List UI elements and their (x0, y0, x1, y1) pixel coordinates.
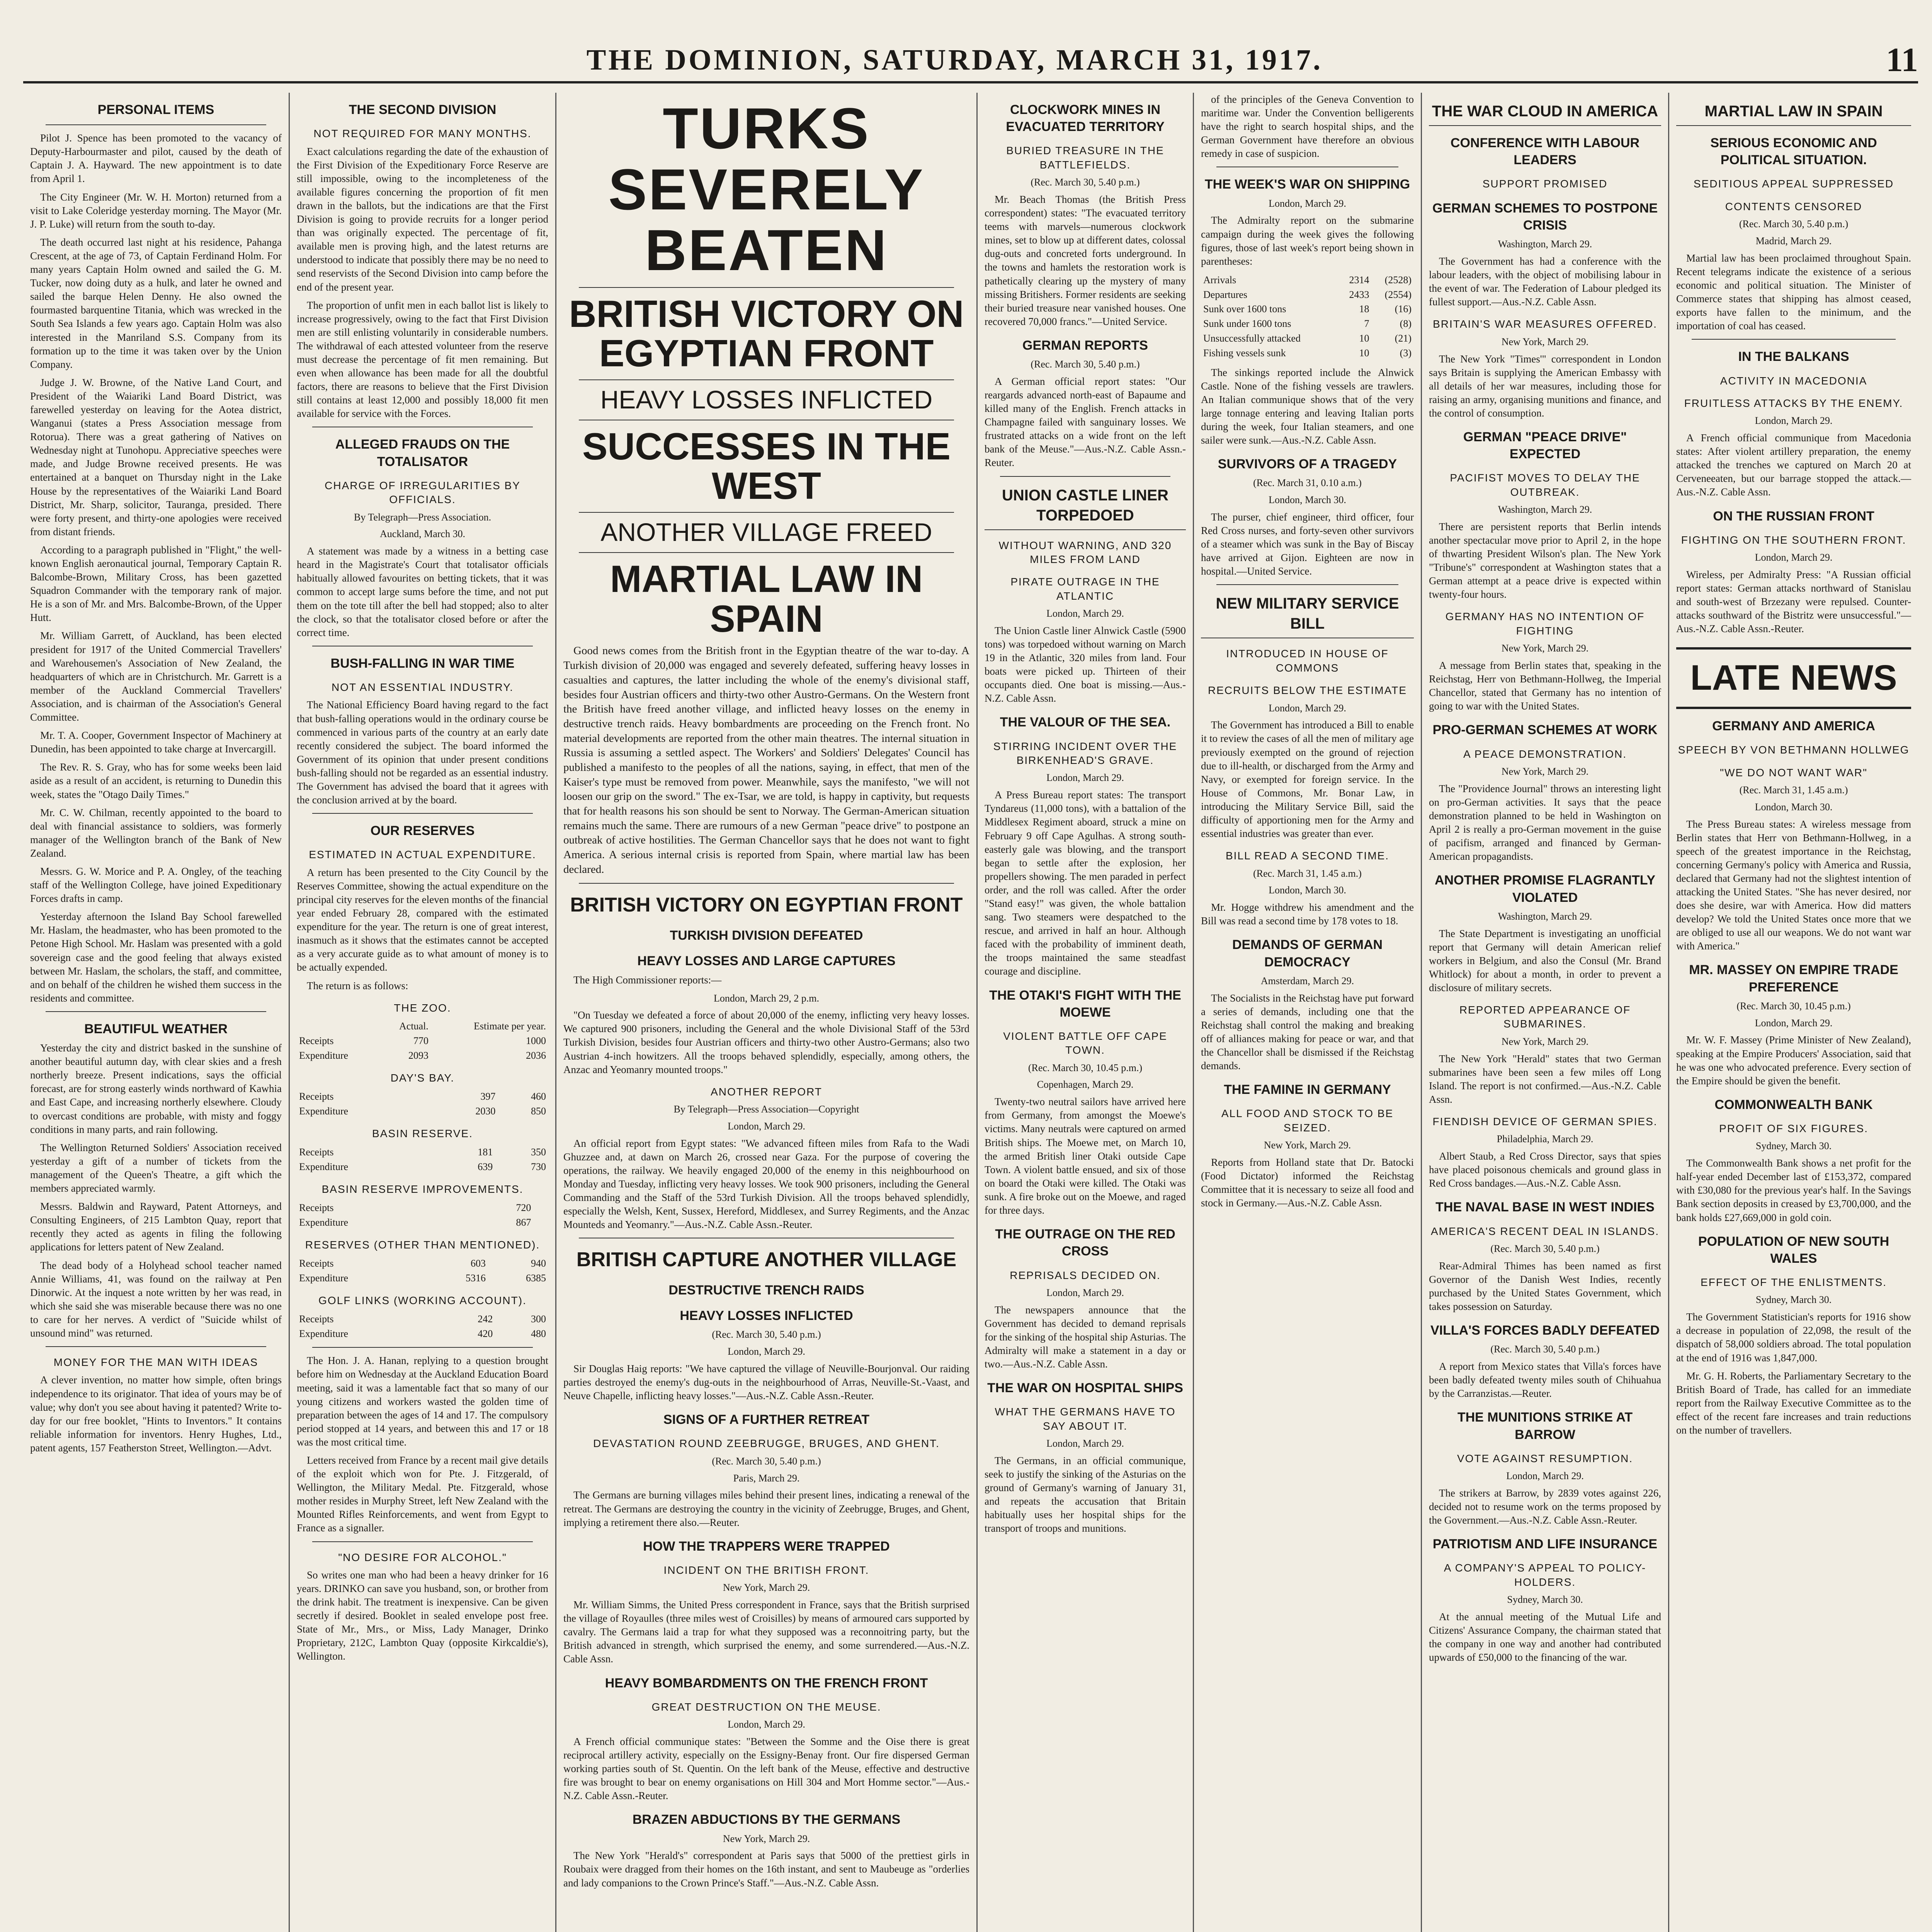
subhead: INTRODUCED IN HOUSE OF COMMONS (1226, 648, 1389, 674)
subhead: DESTRUCTIVE TRENCH RAIDS (668, 1283, 864, 1298)
paragraph: The death occurred last night at his residence, Pahanga Crescent, at the age of 73, of Captain Ferdinand Holm. For many years Captain Holm owned and sailed the G. M. Tucker, now doing duty as a hulk, and later he owned and sailed the barque Helen Denny. He also owned the fourmasted barquentine Titania, which was wrecked in the South Sea Islands a few years ago. Captain Holm was also interested in the Manriland S.S. Company from its formation up to the time it was taken over by the Union Company. (30, 236, 282, 370)
table-title-basin: BASIN RESERVE. (372, 1128, 473, 1140)
dateline: Sydney, March 30. (1755, 1140, 1832, 1152)
headline-germany-america: GERMANY AND AMERICA (1712, 718, 1875, 733)
dateline: (Rec. March 30, 5.40 p.m.) (1031, 359, 1140, 370)
headline-bush-falling: BUSH-FALLING IN WAR TIME (330, 656, 515, 671)
dateline: Washington, March 29. (1498, 504, 1592, 515)
paragraph: The Socialists in the Reichstag have put forward a series of demands, including one that the Reichstag shall control the making and breaking off of alliances making for peace or war, and that the Chancellor shall be dismissed if the Reichstag demands. (1201, 992, 1414, 1072)
paragraph: The High Commissioner reports:— (573, 974, 722, 986)
headline-red-cross-outrage: THE OUTRAGE ON THE RED CROSS (995, 1227, 1175, 1259)
masthead (23, 39, 1918, 83)
paragraph: Judge J. W. Browne, of the Native Land Court, and President of the Waiariki Land Board District, was farewelled yesterday on leaving for the Aotea district, Wanganui (states a Press Association message from Rotorua). There was a great gathering of Natives on Wednesday night at Tunohopu. Appreciative speeches were made, and Judge Browne received presents. He was entertained at a banquet on Thursday night in the Lake House by the representatives of the Waiariki Land Board District, Mr. Sharp, solicitor, Tauranga, presided. There were forty present, and thirty-one apologies were received from distant friends. (30, 376, 282, 537)
dateline: London, March 29. (1046, 1287, 1124, 1298)
headline-hospital-ships: THE WAR ON HOSPITAL SHIPS (987, 1381, 1183, 1396)
paragraph: The purser, chief engineer, third officer, four Red Cross nurses, and forty-seven other survivors of a steamer which was sunk in the Bay of Biscay have arrived at Gijon. Eighteen are now in hospital.—United Service. (1201, 511, 1414, 577)
dateline: (Rec. March 30, 10.45 p.m.) (1736, 1000, 1851, 1012)
divider (579, 287, 954, 288)
headline-military-service-bill: NEW MILITARY SERVICE BILL (1201, 594, 1414, 638)
paragraph: Wireless, per Admiralty Press: "A Russian official report states: German attacks northward of Stanislau and south-west of Brzezany were repulsed. Counter-attacks southward of the Bistritz were unsuccessful."—Aus.-N.Z. Cable Assn.-Reuter. (1676, 568, 1911, 635)
col-header: Estimate per year. (474, 1020, 546, 1032)
table-row: Receipts 603 940 (299, 1257, 546, 1269)
headline-promise-violated: ANOTHER PROMISE FLAGRANTLY VIOLATED (1434, 873, 1656, 905)
paragraph: A Press Bureau report states: The transport Tyndareus (11,000 tons), with a battalion of the Middlesex Regiment aboard, struck a mine on February 9 off Cape Agulhas. A strong south-easterly gale was blowing, and the transport began to settle after the explosion, her propellers showing. The men paraded in perfect order, and the roll was called. After the order "Stand easy!" was given, the whole battalion sang. Two steamers were despatched to the rescue, and arrived in half an hour. Although faced with the probability of imminent death, the troops maintained the same steadfast courage and discipline. (985, 789, 1186, 977)
headline-successes-west: SUCCESSES IN THE WEST (582, 425, 951, 507)
table-row: Expenditure 2093 2036 (299, 1049, 546, 1061)
subhead: PROFIT OF SIX FIGURES. (1719, 1122, 1868, 1135)
headline-commonwealth-bank: COMMONWEALTH BANK (1714, 1097, 1873, 1112)
paragraph: A report from Mexico states that Villa's forces have been badly defeated twenty miles south of Chihuahua by the Carranzistas.—Reuter. (1429, 1361, 1661, 1400)
paragraph: Mr. Hogge withdrew his amendment and the Bill was read a second time by 178 votes to 18. (1201, 901, 1414, 927)
reserves-table-improvements (297, 1201, 548, 1230)
reserves-table-golf (297, 1312, 548, 1341)
divider (579, 883, 954, 884)
page-number: 11 (1886, 41, 1918, 79)
paragraph: Yesterday afternoon the Island Bay School farewelled Mr. Haslam, the headmaster, who has been promoted to the Petone High School. Mr. Haslam was presented with a gold sovereign case and the good feeling that always existed between Mr. Haslam, the scholars, the staff, and committee, and on behalf of the children he wished them success in the residents and committee. (30, 911, 282, 1004)
subhead: SEDITIOUS APPEAL SUPPRESSED (1693, 178, 1894, 190)
column-5 (978, 93, 1194, 1932)
table-title-zoo: THE ZOO. (394, 1002, 451, 1014)
dateline: New York, March 29. (723, 1833, 810, 1844)
main-headline: TURKS SEVERELY BEATEN (608, 96, 925, 282)
dateline: Copenhagen, March 29. (1037, 1079, 1134, 1090)
headline-second-division: THE SECOND DIVISION (349, 102, 497, 117)
dateline: London, March 29. (1269, 702, 1346, 714)
table-row: Receipts 181 350 (299, 1146, 546, 1158)
dateline: Madrid, March 29. (1755, 235, 1832, 247)
paragraph: So writes one man who had been a heavy drinker for 16 years. DRINKO can save you husband, son, or brother from the drink habit. The treatment is inexpensive. Can be given secretly if desired. Booklet in sealed envelope post free. State of Mr., Mrs., or Miss, Lady Manager, Drinko Proprietary, 212C, Lambton Quay (opposite Kirkcaldie's), Wellington. (297, 1569, 548, 1662)
headline-russian-front: ON THE RUSSIAN FRONT (1713, 509, 1874, 524)
dateline: London, March 30. (1269, 884, 1346, 896)
table-row: Fishing vessels sunk 10 (3) (1203, 347, 1412, 359)
table-row: Arrivals 2314 (2528) (1203, 274, 1412, 286)
paragraph: The New York "Times'" correspondent in London says Britain is supplying the American Embassy with all details of her war measures, including those for raising an army, organising munitions and finance, and the control of consumption. (1429, 353, 1661, 419)
dateline: (Rec. March 30, 5.40 p.m.) (1490, 1243, 1600, 1255)
divider (579, 512, 954, 513)
paragraph: "On Tuesday we defeated a force of about 20,000 of the enemy, inflicting very heavy losses. We captured 900 prisoners, including the General and the whole Divisional Staff of the 53rd Turkish Division, besides four Austrian officers and thirty-two other Austro-Germans; also two Austrian 4-inch howitzers. All the troops behaved splendidly, especially, among others, the Anzac and Yeomanry mounted troops." (563, 1009, 969, 1075)
paragraph: A statement was made by a witness in a betting case heard in the Magistrate's Court that totalisator officials habitually allowed favourites on betting tickets, that it was common to accept large sums before the time, and not put them on the tote till after the bell had stopped; also to alter the clock, so that the totalisator closed before or after the correct time. (297, 545, 548, 638)
paragraph: A message from Berlin states that, speaking in the Reichstag, Herr von Bethmann-Hollweg, the Imperial Chancellor, stated that Germany has no intention of going to war with the United States. (1429, 660, 1661, 712)
headline-balkans: IN THE BALKANS (1738, 349, 1849, 364)
subhead: BURIED TREASURE IN THE BATTLEFIELDS. (1006, 145, 1164, 171)
paragraph: Martial law has been proclaimed throughout Spain. Recent telegrams indicate the existence of a serious economic and political situation. The Minister of Commerce states that shipping has almost ceased, exports have fallen to the minimum, and the importation of coal has ceased. (1676, 252, 1911, 332)
headline-brazen-abductions: BRAZEN ABDUCTIONS BY THE GERMANS (632, 1812, 901, 1827)
headline-totalisator-frauds: ALLEGED FRAUDS ON THE TOTALISATOR (335, 437, 510, 469)
headline-union-castle: UNION CASTLE LINER TORPEDOED (985, 485, 1186, 530)
headline-population-nsw: POPULATION OF NEW SOUTH WALES (1698, 1234, 1889, 1266)
paragraph: The New York "Herald" states that two German submarines have been seen a few miles off Long Island. The report is not confirmed.—Aus.-N.Z. Cable Assn. (1429, 1053, 1661, 1105)
paragraph: A German official report states: "Our reargards advanced north-east of Bapaume and killed many of the English. French attacks in Champagne failed with sanguinary losses. We frustrated attacks on a wide front on the left bank of the Meuse."—Aus.-N.Z. Cable Assn.-Reuter. (985, 375, 1186, 469)
headline-otaki-fight: THE OTAKI'S FIGHT WITH THE MOEWE (989, 988, 1181, 1020)
headline-munitions-strike: THE MUNITIONS STRIKE AT BARROW (1457, 1410, 1633, 1442)
headline-no-intention: GERMANY HAS NO INTENTION OF FIGHTING (1445, 611, 1645, 637)
subhead: SERIOUS ECONOMIC AND POLITICAL SITUATION. (1710, 136, 1877, 168)
paragraph: Letters received from France by a recent mail give details of the exploit which won for Pte. J. Fitzgerald, of Wellington, the Military Medal. Pte. Fitzgerald, whose mother resides in Murphy Street, left New Zealand with the Mounted Rifles Reinforcements, and went from Egypt to France as a signaller. (297, 1454, 548, 1534)
headline-beautiful-weather: BEAUTIFUL WEATHER (84, 1021, 228, 1036)
dateline: London, March 29. (728, 1346, 805, 1357)
table-row: Unsuccessfully attacked 10 (21) (1203, 333, 1412, 344)
divider (46, 124, 266, 125)
divider (312, 1347, 533, 1348)
subhead: STIRRING INCIDENT OVER THE BIRKENHEAD'S GRAVE. (993, 740, 1177, 767)
dateline: New York, March 29. (1501, 766, 1589, 777)
paragraph: The Hon. J. A. Hanan, replying to a question brought before him on Wednesday at the Auckland Education Board meeting, said it was a lamentable fact that so many of our young citizens and workers wasted the golden time of preparation between the ages of 14 and 17. The compulsory period stopped at 14 years, and between this and 17 or 18 was the most critical time. (297, 1355, 548, 1448)
subhead: CONTENTS CENSORED (1725, 200, 1862, 213)
dateline: London, March 29. (1755, 415, 1833, 427)
dateline: New York, March 29. (1264, 1139, 1351, 1151)
subhead: TURKISH DIVISION DEFEATED (670, 928, 863, 943)
dateline: (Rec. March 30, 5.40 p.m.) (712, 1455, 821, 1467)
subhead: HEAVY LOSSES INFLICTED (680, 1308, 853, 1323)
summary-paragraph: Good news comes from the British front in the Egyptian theatre of the war to-day. A Turkish division of 20,000 was engaged and severely defeated, suffering heavy losses in casualties and captures, the latter including the whole of the enemy's divisional staff, besides four Austrian officers and thirty-two other Austro-Germans. On the Western front the British have freed another village, and inflicted heavy losses on the enemy in destructive trench raids. Heavy bombardments are proceeding on the French front. No material developments are reported from the other main theatres. The internal situation in Russia is assuming a settled aspect. The Workers' and Soldiers' Delegates' Council has published a manifesto to the peoples of all the nations, saying, in effect, that men of the Kaiser's type must be removed from power. Meanwhile, says the manifesto, "we will not loosen our grip on the sword." The ex-Tsar, we are told, is happy in captivity, but requests that for health reasons his son should be sent to Norway. The German-American situation remains much the same. There are rumours of a new German "peace drive" to postpone an outbreak of active hostilities. The German Chancellor says that he does not want to fight America. A serious internal crisis is reported from Spain, where martial law has been declared. (563, 645, 969, 876)
dateline: Paris, March 29. (733, 1472, 800, 1484)
subhead: PIRATE OUTRAGE IN THE ATLANTIC (1010, 576, 1160, 602)
byline: By Telegraph—Press Association. (354, 511, 492, 523)
dateline: London, March 29. (1269, 197, 1346, 209)
paragraph: Mr. G. H. Roberts, the Parliamentary Secretary to the British Board of Trade, has called for an immediate report from the Railway Executive Committee as to the effect of the recent fare increases and train reductions on the number of travellers. (1676, 1370, 1911, 1436)
subhead: NOT REQUIRED FOR MANY MONTHS. (313, 128, 532, 140)
dateline: London, March 30. (1755, 801, 1833, 813)
masthead-title: THE DOMINION, SATURDAY, MARCH 31, 1917. (586, 43, 1323, 76)
paragraph: An official report from Egypt states: "We advanced fifteen miles from Rafa to the Wadi Ghuzzee and, at dawn on March 26, crossed near Gaza. For the purpose of covering the operations, the railway. We heavily engaged 20,000 of the enemy in this neighbourhood on Monday and Tuesday, inflicting very heavy losses. We took 900 prisoners, including the General Commanding and the Staff of the 53rd Turkish Division. All the troops behaved splendidly, especially the Welsh, Kent, Sussex, Hereford, Middlesex, and Surrey Regiments, and the Anzac Mounteds and Yeomanry."—Aus.-N.Z. Cable Assn.-Reuter. (563, 1137, 969, 1231)
headline-survivors: SURVIVORS OF A TRAGEDY (1218, 457, 1397, 472)
paragraph: The dead body of a Holyhead school teacher named Annie Williams, 41, was found on the railway at Pen Dinorwic. At the inquest a note written by her was read, in which she said she was miserable because there was no one to care for her nerves. A verdict of "Suicide whilst of unsound mind" was returned. (30, 1259, 282, 1339)
paragraph: Yesterday the city and district basked in the sunshine of another beautiful autumn day, with clear skies and a fresh northerly breeze. Present indications, says the official forecast, are for strong easterly winds northward of Kawhia and East Cape, and increasing northerly elsewhere. Cloudy to overcast conditions are probable, with misty and foggy conditions in many parts, and rain following. (30, 1042, 282, 1135)
dateline: Sydney, March 30. (1507, 1594, 1583, 1605)
dateline: (Rec. March 30, 5.40 p.m.) (712, 1329, 821, 1340)
paragraph: A return has been presented to the City Council by the Reserves Committee, showing the actual expenditure on the principal city reserves for the eleven months of the financial year ended February 28, compared with the estimated expenditure for the year. The return is one of great interest, inasmuch as it shows that the estimates cannot be accepted as a very accurate guide as to what amount of money is to be actually expended. (297, 866, 548, 973)
paragraph: Mr. Beach Thomas (the British Press correspondent) states: "The evacuated territory teems with marvels—numerous clockwork mines, set to blow up at different dates, colossal dug-outs and concreted forts underground. In the towns and hamlets the restoration work is pathetically clearing up the mystery of many missing Britishers. Former residents are seeking their buried treasure near vanished houses. One recovered 70,000 francs."—United Service. (985, 193, 1186, 327)
headline-war-on-shipping: THE WEEK'S WAR ON SHIPPING (1204, 177, 1410, 192)
headline-valour-of-sea: THE VALOUR OF THE SEA. (1000, 715, 1171, 730)
paragraph: A clever invention, no matter how simple, often brings independence to its originator. That idea of yours may be of value; why don't you see about having it patented? Write to-day for our free booklet, "Hints to Inventors." It contains reliable information for inventors. Henry Hughes, Ltd., patent agents, 157 Featherston Street, Wellington.—Advt. (30, 1374, 282, 1454)
dateline: (Rec. March 31, 1.45 a.m.) (1253, 867, 1362, 879)
table-row: Sunk under 1600 tons 7 (8) (1203, 318, 1412, 330)
headline-german-reports: GERMAN REPORTS (1022, 338, 1148, 353)
subhead: GREAT DESTRUCTION ON THE MEUSE. (651, 1701, 881, 1713)
subhead: AMERICA'S RECENT DEAL IN ISLANDS. (1430, 1225, 1660, 1237)
paragraph: At the annual meeting of the Mutual Life and Citizens' Assurance Company, the chairman stated that the company in one way and another had contributed upwards of £50,000 to the financing of the war. (1429, 1611, 1661, 1663)
headline-famine-germany: THE FAMINE IN GERMANY (1224, 1082, 1391, 1097)
subhead: SPEECH BY VON BETHMANN HOLLWEG (1678, 744, 1910, 756)
headline-villa-defeated: VILLA'S FORCES BADLY DEFEATED (1430, 1323, 1660, 1338)
headline-naval-base: THE NAVAL BASE IN WEST INDIES (1435, 1200, 1655, 1215)
paragraph: The New York "Herald's" correspondent at Paris says that 5000 of the prettiest girls in Roubaix were dragged from their homes on the 16th instant, and sent to Maubeuge as "orderlies and lady companions to the Crown Prince's Staff."—Aus.-N.Z. Cable Assn. (563, 1850, 969, 1889)
subhead: NOT AN ESSENTIAL INDUSTRY. (331, 681, 514, 694)
dateline: New York, March 29. (1501, 643, 1589, 654)
table-row: Receipts 770 1000 (299, 1035, 546, 1046)
divider (579, 379, 954, 380)
column-2 (290, 93, 556, 1932)
paragraph: There are persistent reports that Berlin intends another spectacular move prior to April 2, in the hope of thwarting President Wilson's plan. The New York "Tribune's" correspondent at Washington states that a German attempt at a peace drive is expected within twenty-four hours. (1429, 520, 1661, 600)
paragraph: The Union Castle liner Alnwick Castle (5900 tons) was torpedoed without warning on March 19 in the Atlantic, 320 miles from land. Four boats were picked up. Thirteen of their occupants died. One boat is missing.—Aus.-N.Z. Cable Assn. (985, 624, 1186, 704)
paragraph: Mr. W. F. Massey (Prime Minister of New Zealand), speaking at the Empire Producers' Association, said that he was one who advocated preference. Every section of the Empire should be given the benefit. (1676, 1034, 1911, 1087)
headline-life-insurance: PATRIOTISM AND LIFE INSURANCE (1432, 1537, 1658, 1552)
table-row: Receipts 720 (299, 1202, 531, 1213)
table-title-days-bay: DAY'S BAY. (390, 1072, 455, 1084)
subhead: VOTE AGAINST RESUMPTION. (1457, 1452, 1633, 1464)
dateline: (Rec. March 30, 5.40 p.m.) (1031, 177, 1140, 188)
paragraph: The newspapers announce that the Government has decided to demand reprisals for the sinking of the hospital ship Asturias. The Admiralty will make a statement in a day or two.—Aus.-N.Z. Cable Assn. (985, 1304, 1186, 1370)
dateline: London, March 29. (728, 1120, 805, 1132)
subhead: RECRUITS BELOW THE ESTIMATE (1208, 684, 1407, 697)
paragraph: The Wellington Returned Soldiers' Association received yesterday a gift of a number of tickets from the management of the Queen's Theatre, a gift which the members appreciated warmly. (30, 1141, 282, 1194)
headline-peace-drive: GERMAN "PEACE DRIVE" EXPECTED (1463, 429, 1627, 462)
paragraph: Rear-Admiral Thimes has been named as first Governor of the Danish West Indies, recently purchased by the United States Government, which takes possession on Saturday. (1429, 1260, 1661, 1313)
dateline: Philadelphia, March 29. (1497, 1133, 1594, 1145)
paragraph: The "Providence Journal" throws an interesting light on pro-German activities. It says that the peace demonstration planned to be held in Washington on April 2 is really a pro-German movement in the guise of pacifism, arranged and financed by German-American propagandists. (1429, 782, 1661, 862)
paragraph: Exact calculations regarding the date of the exhaustion of the First Division of the Expeditionary Force Reserve are still impossible, owing to the incompleteness of the available figures concerning the proportion of fit men drawn in the ballots, but the indications are that the First Division is going to provide recruits for a longer period than was originally expected. The percentage of fit, available men is proving high, and the latest returns are understood to indicate that possibly there may be no need to send reservists of the Second Division into camp before the end of the present year. (297, 145, 548, 293)
subhead: PACIFIST MOVES TO DELAY THE OUTBREAK. (1450, 472, 1640, 498)
divider (312, 813, 533, 814)
col-header: Actual. (399, 1020, 429, 1032)
table-row: Expenditure 2030 850 (299, 1105, 546, 1117)
dateline: (Rec. March 31, 0.10 a.m.) (1253, 477, 1362, 489)
dateline: Washington, March 29. (1498, 238, 1592, 250)
paragraph: Pilot J. Spence has been promoted to the vacancy of Deputy-Harbourmaster and pilot, caused by the death of Captain J. A. Hayward. The new appointment is to date from April 1. (30, 132, 282, 185)
paragraph: A French official communique from Macedonia states: After violent artillery preparation, the enemy attacked the trenches we captured on March 20 at Cerveneeaten, but our barrage stopped the attack.—Aus.-N.Z. Cable Assn. (1676, 432, 1911, 498)
headline-pro-german: PRO-GERMAN SCHEMES AT WORK (1432, 723, 1658, 738)
paragraph: Messrs. Baldwin and Rayward, Patent Attorneys, and Consulting Engineers, of 215 Lambton Quay, report that recently they acted as agents in filing the following applications for letters patent of New Zealand. (30, 1201, 282, 1253)
headline-british-capture: BRITISH CAPTURE ANOTHER VILLAGE (576, 1248, 957, 1271)
headline-german-schemes: GERMAN SCHEMES TO POSTPONE CRISIS (1432, 201, 1658, 233)
table-title-other: RESERVES (OTHER THAN MENTIONED). (305, 1239, 540, 1251)
byline: By Telegraph—Press Association—Copyright (673, 1104, 859, 1115)
subhead: CHARGE OF IRREGULARITIES BY OFFICIALS. (325, 479, 520, 506)
headline-bombardments: HEAVY BOMBARDMENTS ON THE FRENCH FRONT (605, 1675, 928, 1690)
paragraph: The City Engineer (Mr. W. H. Morton) returned from a visit to Lake Coleridge yesterday morning. The Mayor (Mr. J. P. Luke) will return from the south to-day. (30, 191, 282, 230)
dateline: New York, March 29. (723, 1582, 810, 1594)
paragraph: According to a paragraph published in "Flight," the well-known English aeronautical journal, Temporary Captain R. Balcombe-Brown, Military Cross, has been gazetted Squadron Commander with the temporary rank of major. He is a son of Mr. and Mrs. Balcombe-Brown, of the Upper Hutt. (30, 544, 282, 624)
dateline: (Rec. March 31, 1.45 a.m.) (1739, 784, 1848, 796)
table-row: Expenditure 867 (299, 1216, 531, 1228)
dateline: Auckland, March 30. (380, 528, 465, 540)
dateline: London, March 29. (1755, 552, 1833, 563)
table-row: Receipts 242 300 (299, 1313, 546, 1325)
dateline: Sydney, March 30. (1755, 1294, 1832, 1306)
reserves-table-other (297, 1256, 548, 1286)
dateline: London, March 29. (728, 1719, 805, 1730)
paragraph: of the principles of the Geneva Convention to maritime war. Under the Convention belligerents have the right to search hospital ships, and the German Government have therefore an obvious remedy in case of suspicion. (1201, 94, 1414, 160)
dateline: London, March 30. (1269, 494, 1346, 506)
paragraph: Albert Staub, a Red Cross Director, says that spies have placed poisonous chemicals and ground glass in Red Cross bandages.—Aus.-N.Z. Cable Assn. (1429, 1150, 1661, 1189)
divider (1692, 339, 1896, 340)
subhead: "WE DO NOT WANT WAR" (1720, 766, 1867, 779)
subhead: REPRISALS DECIDED ON. (1010, 1269, 1161, 1281)
subhead: A COMPANY'S APPEAL TO POLICY-HOLDERS. (1444, 1562, 1646, 1588)
column-6 (1194, 93, 1422, 1932)
table-title-improvements: BASIN RESERVE IMPROVEMENTS. (321, 1183, 524, 1196)
headline-money-for-ideas: MONEY FOR THE MAN WITH IDEAS (53, 1356, 259, 1369)
paragraph: Sir Douglas Haig reports: "We have captured the village of Neuville-Bourjonval. Our raiding parties destroyed the enemy's dug-outs in the neighbourhood of Arras, Neuville-St.-Vaast, and Neuve Chapelle, inflicting heavy losses."—Aus.-N.Z. Cable Assn.-Reuter. (563, 1362, 969, 1402)
paragraph: The return is as follows: (307, 980, 408, 992)
paragraph: The Government Statistician's reports for 1916 show a decrease in population of 22,098, the result of the dispatch of 58,000 soldiers abroad. The total population at the end of 1916 was 1,847,000. (1676, 1311, 1911, 1364)
shipping-table (1201, 273, 1414, 361)
table-row: Receipts 397 460 (299, 1090, 546, 1102)
headline-war-measures: BRITAIN'S WAR MEASURES OFFERED. (1433, 318, 1657, 330)
paragraph: Twenty-two neutral sailors have arrived here from Germany, from amongst the Moewe's victims. Many neutrals were captured on armed British ships. The Moewe met, on March 10, the armed British liner Otaki outside Cape Town. A violent battle ensued, and six of those on board the Otaki were killed. The Otaki was sunk. A fire broke out on the Moewe, and raged for three days. (985, 1096, 1186, 1216)
paragraph: Reports from Holland state that Dr. Batocki (Food Dictator) informed the Reichstag Committee that it is necessary to seize all food and stock in Germany.—Aus.-N.Z. Cable Assn. (1201, 1156, 1414, 1209)
dateline: London, March 29, 2 p.m. (714, 992, 819, 1004)
headline-massey-trade: MR. MASSEY ON EMPIRE TRADE PREFERENCE (1689, 963, 1898, 995)
paragraph: A French official communique states: "Between the Somme and the Oise there is great reciprocal artillery activity, especially on the Essigny-Benay front. Our fire dispersed German working parties south of St. Quentin. On the left bank of the Meuse, effective and destructive fire was brought to bear on enemy organisations on Hill 304 and Mort Homme sector."—Aus.-N.Z. Cable Assn.-Reuter. (563, 1735, 969, 1802)
dateline: London, March 29. (1046, 772, 1124, 784)
dateline: New York, March 29. (1501, 336, 1589, 347)
headline-war-cloud-america: THE WAR CLOUD IN AMERICA (1429, 101, 1661, 126)
headline-alcohol-advert: "NO DESIRE FOR ALCOHOL." (338, 1551, 507, 1563)
subhead: EFFECT OF THE ENLISTMENTS. (1701, 1276, 1887, 1289)
headline-second-reading: BILL READ A SECOND TIME. (1225, 850, 1389, 862)
subhead: DEVASTATION ROUND ZEEBRUGGE, BRUGES, AND GHENT. (593, 1437, 940, 1450)
subhead: FIGHTING ON THE SOUTHERN FRONT. (1681, 534, 1906, 546)
column-7 (1422, 93, 1669, 1932)
paragraph: The Government has introduced a Bill to enable it to review the cases of all the men of military age previously exempted on the ground of rejection due to ill-health, or discharged from the Army and Navy, or exempted for foreign service. In the House of Commons, Mr. Bonar Law, in introducing the Military Service Bill, said the difficulty of apportioning men for the Army and essential industries was greater than ever. (1201, 719, 1414, 840)
subhead: WITHOUT WARNING, AND 320 MILES FROM LAND (998, 539, 1172, 565)
divider (1216, 584, 1398, 585)
dateline: (Rec. March 30, 10.45 p.m.) (1028, 1062, 1143, 1073)
dateline: (Rec. March 30, 5.40 p.m.) (1739, 218, 1849, 230)
paragraph: The State Department is investigating an unofficial report that Germany will detain American relief workers in Belgium, and also the Consul (Mr. Brand Whitlock) for about a month, in order to prevent a disclosure of military secrets. (1429, 927, 1661, 993)
paragraph: The Commonwealth Bank shows a net profit for the half-year ended December last of £153,372, compared with £30,080 for the previous year's half. In the Savings Bank section deposits in creased by £3,700,000, and the bank holds £27,669,000 in gold coin. (1676, 1157, 1911, 1223)
dateline: London, March 29. (1046, 1438, 1124, 1449)
headline-our-reserves: OUR RESERVES (370, 823, 475, 838)
headline-martial-law-spain: MARTIAL LAW IN SPAIN (610, 557, 923, 640)
paragraph: The Press Bureau states: A wireless message from Berlin states that Herr von Bethmann-Hollweg, in a speech of the greatest importance in the Reichstag, concerning Germany's policy with America and Russia, declared that Germany had not the slightest intention of attacking the United States. "She has never desired, nor does she desire, war with America. How did matters develop? We told the United States once more that we are obliged to use all our weapons. We do not want war with America." (1676, 818, 1911, 952)
paragraph: Mr. C. W. Chilman, recently appointed to the board to deal with financial assistance to soldiers, was formerly manager of the Wellington branch of the Bank of New Zealand. (30, 806, 282, 859)
paragraph: The Admiralty report on the submarine campaign during the week gives the following figures, those of last week's report being shown in parentheses: (1201, 214, 1414, 267)
divider (46, 1346, 266, 1347)
dateline: Amsterdam, March 29. (1260, 975, 1354, 986)
subhead: WHAT THE GERMANS HAVE TO SAY ABOUT IT. (995, 1406, 1176, 1432)
paragraph: Messrs. G. W. Morice and P. A. Ongley, of the teaching staff of the Wellington College, have joined Expeditionary Forces drafts in camp. (30, 865, 282, 905)
table-row: Expenditure 639 730 (299, 1161, 546, 1172)
paragraph: The sinkings reported include the Alnwick Castle. None of the fishing vessels are trawlers. An Italian communique shows that of the very large tonnage entering and leaving Italian ports during the week, four Italian steamers, and one sailer were sunk.—Aus.-N.Z. Cable Assn. (1201, 366, 1414, 446)
headline-german-democracy: DEMANDS OF GERMAN DEMOCRACY (1232, 937, 1383, 969)
reserves-table-basin (297, 1145, 548, 1174)
subhead: A PEACE DEMONSTRATION. (1463, 748, 1627, 760)
subhead: HEAVY LOSSES AND LARGE CAPTURES (637, 954, 896, 969)
headline-submarines: REPORTED APPEARANCE OF SUBMARINES. (1459, 1004, 1631, 1030)
headline-egyptian-victory: BRITISH VICTORY ON EGYPTIAN FRONT (569, 292, 964, 375)
divider (579, 552, 954, 553)
dateline: London, March 29. (1755, 1017, 1833, 1029)
headline-trappers: HOW THE TRAPPERS WERE TRAPPED (643, 1539, 890, 1554)
table-row: Departures 2433 (2554) (1203, 289, 1412, 300)
late-news-banner: LATE NEWS (1676, 647, 1911, 709)
paragraph: Mr. T. A. Cooper, Government Inspector of Machinery at Dunedin, has been appointed to take charge at Invercargill. (30, 730, 282, 755)
headline-german-spies: FIENDISH DEVICE OF GERMAN SPIES. (1432, 1115, 1658, 1128)
table-row: Sunk over 1600 tons 18 (16) (1203, 303, 1412, 315)
headline-further-retreat: SIGNS OF A FURTHER RETREAT (663, 1412, 870, 1427)
paragraph: The National Efficiency Board having regard to the fact that bush-falling operations would in the ordinary course be commenced in various parts of the country at an early date recently considered the subject. The board informed the Government of its opinion that under present conditions bush-falling should not be regarded as an essential industry. The Government has advised the board that it agrees with the conclusion arrived at by the board. (297, 699, 548, 806)
subhead: INCIDENT ON THE BRITISH FRONT. (663, 1564, 869, 1576)
column-8 (1669, 93, 1918, 1932)
reserves-table-days-bay (297, 1089, 548, 1119)
subhead: ACTIVITY IN MACEDONIA (1720, 374, 1867, 387)
divider (312, 1541, 533, 1542)
divider (1000, 476, 1170, 477)
paragraph: Mr. William Simms, the United Press correspondent in France, says that the British surprised the village of Royaulles (three miles west of Croisilles) by means of armoured cars supported by cavalry. The Germans laid a trap for what they supposed was a reconnoitring party, but the British advanced in strength, which surprised the enemy, and some surrendered.—Aus.-N.Z. Cable Assn. (563, 1599, 969, 1665)
paragraph: The Germans, in an official communique, seek to justify the sinking of the Asturias on the ground of Germany's warning of January 31, and repeats the accusation that Britain habitually uses her hospital ships for the transport of troops and munitions. (985, 1454, 1186, 1534)
dateline: London, March 29. (1506, 1470, 1584, 1482)
divider (46, 1011, 266, 1012)
dateline: (Rec. March 30, 5.40 p.m.) (1490, 1344, 1600, 1355)
paragraph: The Rev. R. S. Gray, who has for some weeks been laid aside as a result of an accident, is returning to Dunedin this week, states the "Otago Daily Times." (30, 761, 282, 800)
paragraph: The Government has had a conference with the labour leaders, with the object of mobilising labour in the event of war. The Federation of Labour pledged its fullest support.—Aus.-N.Z. Cable Assn. (1429, 255, 1661, 308)
headline-clockwork-mines: CLOCKWORK MINES IN EVACUATED TERRITORY (1006, 102, 1165, 134)
headline-martial-law-spain-col: MARTIAL LAW IN SPAIN (1676, 101, 1911, 126)
column-main-story (556, 93, 978, 1932)
paragraph: Mr. William Garrett, of Auckland, has been elected president for 1917 of the United Commercial Travellers' and Warehousemen's Association of New Zealand, the headquarters of which are in Christchurch. Mr. Garrett is a member of the Auckland Commercial Travellers' Association, and is chairman of the Association's General Committee. (30, 630, 282, 723)
paragraph: The Germans are burning villages miles behind their present lines, indicating a renewal of the retreat. The Germans are destroying the country in the vicinity of Zeebrugge, Bruges, and Ghent, implying a retirement there also.—Reuter. (563, 1489, 969, 1528)
table-row: Expenditure 420 480 (299, 1328, 546, 1339)
table-row: Expenditure 5316 6385 (299, 1272, 546, 1284)
subhead: ALL FOOD AND STOCK TO BE SEIZED. (1221, 1107, 1394, 1134)
reserves-table-zoo (297, 1019, 548, 1063)
headline-personal-items: PERSONAL ITEMS (97, 102, 214, 117)
subhead: ESTIMATED IN ACTUAL EXPENDITURE. (309, 849, 536, 861)
subhead: CONFERENCE WITH LABOUR LEADERS (1450, 136, 1640, 168)
headline-another-report: ANOTHER REPORT (711, 1085, 822, 1098)
table-title-golf: GOLF LINKS (WORKING ACCOUNT). (318, 1294, 527, 1307)
column-1 (23, 93, 290, 1932)
dateline: New York, March 29. (1501, 1036, 1589, 1047)
headline-egypt-front: BRITISH VICTORY ON EGYPTIAN FRONT (570, 894, 963, 917)
subhead: FRUITLESS ATTACKS BY THE ENEMY. (1684, 397, 1903, 409)
subhead: VIOLENT BATTLE OFF CAPE TOWN. (1003, 1030, 1167, 1056)
dateline: London, March 29. (1046, 608, 1124, 619)
dateline: Washington, March 29. (1498, 910, 1592, 922)
paragraph: The strikers at Barrow, by 2839 votes against 226, decided not to resume work on the terms proposed by the Government.—Aus.-N.Z. Cable Assn.-Reuter. (1429, 1487, 1661, 1526)
subhead: SUPPORT PROMISED (1482, 178, 1608, 190)
headline-village-freed: ANOTHER VILLAGE FREED (600, 518, 932, 547)
headline-heavy-losses: HEAVY LOSSES INFLICTED (600, 385, 933, 414)
paragraph: The proportion of unfit men in each ballot list is likely to increase progressively, owing to the fact that First Division men are still enlisting voluntarily in considerable numbers. The withdrawal of each attested volunteer from the reserve must decrease the percentage of fit men remaining. But even when allowance has been made for all the doubtful factors, there are reasons to believe that the First Division still contains at least 12,000 and possibly 18,000 fit men available for service with the Forces. (297, 299, 548, 420)
